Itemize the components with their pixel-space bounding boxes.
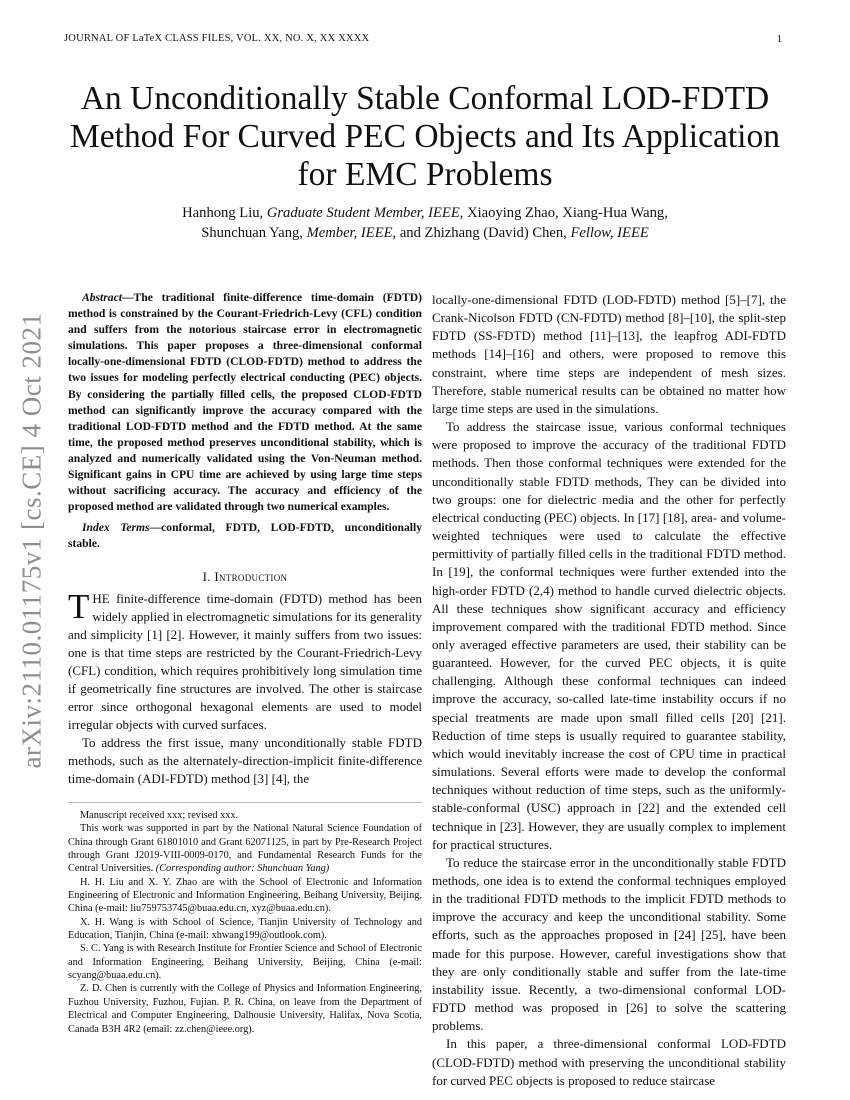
footnote-funding — [68, 822, 422, 875]
footnote-affiliation-wang: X. H. Wang is with School of Science, Tianjin University of Technology and Education, Tianjin, China (e-mail: xhwang199@outlook.com). — [68, 916, 422, 942]
author-name: Xiaoying Zhao, Xiang-Hua Wang, — [463, 205, 668, 221]
index-terms-text: —conformal, FDTD, LOD-FDTD, unconditionally stable. — [68, 521, 422, 551]
paper-title: An Unconditionally Stable Conformal LOD-FDTD Method For Curved PEC Objects and Its Application for EMC Problems — [70, 80, 780, 193]
abstract-label: Abstract — [82, 291, 122, 304]
footnote-affiliation-chen: Z. D. Chen is currently with the College of Physics and Information Engineering, Fuzhou University, Fuzhou, Fujian. P. R. China, on leave from the Department of Electrical and Computer Engineering, Dalhousie University, Halifax, Nova Scotia, Canada B3H 4R2 (email: zz.chen@ieee.org). — [68, 983, 422, 1035]
section-heading — [68, 569, 422, 585]
paragraph-text: HE finite-difference time-domain (FDTD) method has been widely applied in electromagnetic simulations for its generality and simplicity [1] [2]. However, it mainly suffers from two issues: one is that time steps are restricted by the Courant-Friedrich-Levy (CFL) condition, which requires prohibitively long simulation time if geometrically fine structures are involved. The other is staircase error since orthogonal hexagonal elements are used to model irregular objects with curved surfaces. — [68, 590, 422, 732]
author-title: Fellow, IEEE — [570, 225, 649, 241]
page-number: 1 — [776, 33, 782, 45]
running-header: JOURNAL OF LaTeX CLASS FILES, VOL. XX, NO. X, XX XXXX — [64, 33, 370, 44]
intro-paragraph-3: To address the staircase issue, various conformal techniques were proposed to improve the accuracy of the traditional FDTD methods. Then those conformal techniques were extended for the unconditionally stable FDTD methods, They can be divided into two groups: one for dielectric media and the other for perfectly electrical conducting (PEC) objects. In [17] [18], area- and volume-weighted techniques were used to calculate the effective permittivity of partially filled cells in the traditional FDTD method. In [19], the conformal techniques were further extended into the high-order FDTD (2,4) method to handle curved dielectric objects. All these techniques show significant accuracy and efficiency improvement compared with the traditional FDTD method. Since only averaged effective parameters are used, their stability can be guaranteed. However, for the curved PEC objects, it is quite challenging. Although these conformal techniques can indeed improve the accuracy, so-called late-time instability occurs if no special treatments are made upon small filled cells [20] [21]. Reduction of time steps is usually required to guarantee stability, which would inevitably increase the cost of CPU time in practical simulations. Several efforts were made to develop the conformal techniques without reduction of time steps, such as the uniformly-stable-conformal (USC) approach in [22] and the extended cell technique in [23]. However, they are usually complex to implement for practical structures. — [432, 419, 786, 852]
section-number: I. — [202, 568, 215, 584]
section-title: Introduction — [214, 568, 288, 584]
author-title: Graduate Student Member, IEEE, — [266, 205, 464, 221]
author-name: Hanhong Liu, — [182, 205, 267, 221]
author-line-2 — [64, 223, 786, 243]
index-terms — [68, 520, 422, 552]
left-column — [68, 290, 422, 1036]
abstract-text: —The traditional finite-difference time-domain (FDTD) method is constrained by the Courant-Friedrich-Levy (CFL) condition and suffers from the notorious staircase error in electromagnetic simulations. This paper proposes a three-dimensional conformal locally-one-dimensional FDTD (CLOD-FDTD) method to address the two issues for modeling perfectly electrical conducting (PEC) objects. By considering the partially filled cells, the proposed CLOD-FDTD method can significantly improve the accuracy compared with the traditional LOD-FDTD method and the FDTD method. At the same time, the proposed method preserves unconditional stability, which is analyzed and numerically validated using the Von-Neuman method. Significant gains in CPU time are achieved by using large time steps without sacrificing accuracy. The accuracy and efficiency of the proposed method are validated through two numerical examples. — [68, 291, 422, 514]
intro-paragraph-5: In this paper, a three-dimensional conformal LOD-FDTD (CLOD-FDTD) method with preserving the unconditional stability for curved PEC objects is proposed to reduce staircase — [432, 1036, 786, 1088]
right-column — [432, 291, 786, 1090]
footnote-affiliation-liu-zhao: H. H. Liu and X. Y. Zhao are with the School of Electronic and Information Engineering of Electronic and Information Engineering, Beihang University, Beijing, China (e-mail: liu759753745@buaa.edu.cn, xyz@buaa.edu.cn). — [68, 876, 422, 915]
arxiv-stamp — [8, 300, 56, 780]
arxiv-stamp-text: arXiv:2110.01175v1 [cs.CE] 4 Oct 2021 — [16, 312, 47, 768]
footnote-text: This work was supported in part by the National Natural Science Foundation of China through Grant 61801010 and Grant 62071125, in part by Pre-Research Project through Grant J2019-VIII-0009-0170, and Fundamental Research Funds for the Central Universities. — [68, 823, 422, 875]
author-name: and Zhizhang (David) Chen, — [396, 225, 571, 241]
drop-cap: T — [68, 586, 90, 626]
intro-paragraph-2-part-a: To address the first issue, many unconditionally stable FDTD methods, such as the alternately-direction-implicit finite-difference time-domain (ADI-FDTD) method [3] [4], the — [68, 734, 422, 786]
author-name: Shunchuan Yang, — [201, 225, 307, 241]
corresponding-author: (Corresponding author: Shunchuan Yang) — [155, 863, 330, 875]
abstract — [68, 290, 422, 515]
footnote-rule — [68, 802, 422, 803]
author-list — [64, 203, 786, 243]
footnote-affiliation-yang: S. C. Yang is with Research Institute for Frontier Science and School of Electronic and Information Engineering, Beihang University, Beijing, China (e-mail: scyang@buaa.edu.cn). — [68, 943, 422, 982]
index-terms-label: Index Terms — [82, 521, 150, 535]
intro-paragraph-4: To reduce the staircase error in the unconditionally stable FDTD methods, one idea is to extend the conformal techniques employed in the traditional FDTD methods to the implicit FDTD methods to improve the accuracy and keep the unconditional stability. Some efforts, such as the approaches proposed in [24] [25], have been made for this purpose. However, careful investigations show that they are only conditionally stable and suffer from the late-time instability issue. Recently, a two-dimensional conformal LOD-FDTD method was proposed in [26] to solve the scattering problems. — [432, 854, 786, 1034]
author-title: Member, IEEE, — [306, 225, 397, 241]
author-line-1 — [64, 203, 786, 223]
intro-paragraph-1 — [68, 586, 422, 734]
intro-paragraph-2-part-b: locally-one-dimensional FDTD (LOD-FDTD) method [5]–[7], the Crank-Nicolson FDTD (CN-FDTD) method [8]–[10], the split-step FDTD (SS-FDTD) method [11]–[13], the leapfrog ADI-FDTD methods [14]–[16] and others, were proposed to remove this constraint, where time steps are independent of mesh sizes. Therefore, stable numerical results can be obtained no matter how large time steps are used in the simulations. — [432, 292, 786, 416]
footnote-manuscript: Manuscript received xxx; revised xxx. — [80, 810, 239, 822]
